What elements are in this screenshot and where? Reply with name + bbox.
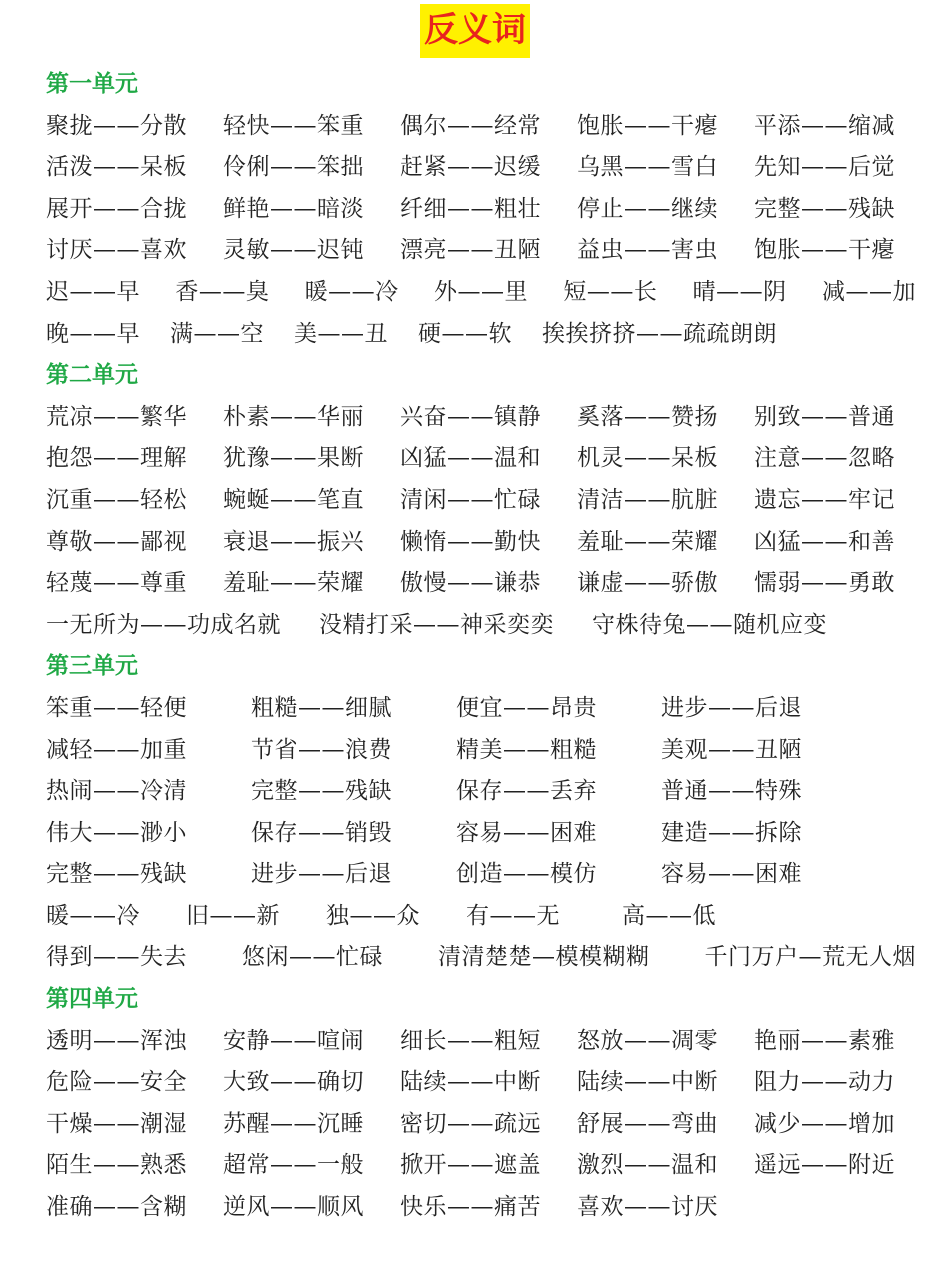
- antonym-pair: 守株待兔——随机应变: [592, 611, 827, 638]
- antonym-pair: 先知——后觉: [754, 154, 895, 181]
- word-row: [46, 1145, 916, 1187]
- antonym-pair: 保存——丢弃: [456, 778, 597, 805]
- antonym-pair: 减少——增加: [754, 1110, 895, 1137]
- antonym-pair: 别致——普通: [754, 403, 895, 430]
- antonym-pair: 饱胀——干瘪: [577, 112, 718, 139]
- antonym-pair: 保存——销毁: [251, 819, 392, 846]
- antonym-pair: 漂亮——丑陋: [400, 237, 541, 264]
- antonym-pair: 容易——困难: [456, 819, 597, 846]
- antonym-pair: 超常——一般: [223, 1152, 364, 1179]
- antonym-pair: 完整——残缺: [754, 195, 895, 222]
- antonym-pair: 进步——后退: [251, 861, 392, 888]
- word-row: [46, 106, 916, 148]
- antonym-pair: 陆续——中断: [400, 1069, 541, 1096]
- antonym-pair: 高——低: [622, 902, 716, 929]
- antonym-pair: 停止——继续: [577, 195, 718, 222]
- antonym-pair: 衰退——振兴: [223, 528, 364, 555]
- antonym-pair: 粗糙——细腻: [251, 694, 392, 721]
- antonym-pair: 晴——阴: [692, 278, 787, 305]
- antonym-pair: 清洁——肮脏: [577, 486, 718, 513]
- antonym-pair: 减轻——加重: [46, 736, 187, 763]
- antonym-pair: 凶猛——和善: [754, 528, 895, 555]
- antonym-pair: 没精打采——神采奕奕: [319, 611, 554, 638]
- antonym-pair: 暖——冷: [46, 902, 140, 929]
- antonym-pair: 密切——疏远: [400, 1110, 541, 1137]
- antonym-pair: 热闹——冷清: [46, 778, 187, 805]
- page-title: 反义词: [420, 4, 530, 58]
- antonym-pair: 美——丑: [294, 320, 388, 347]
- word-row: [46, 230, 916, 272]
- antonym-pair: 活泼——呆板: [46, 154, 187, 181]
- antonym-pair: 大致——确切: [223, 1069, 364, 1096]
- antonym-pair: 快乐——痛苦: [400, 1194, 541, 1221]
- antonym-pair: 暖——冷: [304, 278, 399, 305]
- antonym-pair: 悠闲——忙碌: [242, 944, 383, 971]
- antonym-pair: 旧——新: [186, 902, 280, 929]
- word-row: [46, 813, 916, 855]
- antonym-pair: 准确——含糊: [46, 1194, 187, 1221]
- antonym-pair: 苏醒——沉睡: [223, 1110, 364, 1137]
- unit-title: 第一单元: [46, 71, 138, 97]
- antonym-pair: 懒惰——勤快: [400, 528, 541, 555]
- antonym-pair: 有——无: [466, 902, 560, 929]
- antonym-pair: 细长——粗短: [400, 1027, 541, 1054]
- antonym-pair: 喜欢——讨厌: [577, 1194, 718, 1221]
- word-row: [46, 1021, 916, 1063]
- antonym-pair: 阻力——动力: [754, 1069, 895, 1096]
- word-row: [46, 397, 916, 439]
- antonym-pair: 建造——拆除: [661, 819, 802, 846]
- antonym-pair: 千门万户—荒无人烟: [704, 944, 916, 971]
- content: [46, 64, 916, 1229]
- unit-title: 第四单元: [46, 986, 138, 1013]
- antonym-pair: 挨挨挤挤——疏疏朗朗: [542, 320, 777, 347]
- antonym-pair: 减——加: [821, 278, 916, 305]
- antonym-pair: 羞耻——荣耀: [223, 570, 364, 597]
- antonym-pair: 伟大——渺小: [46, 819, 187, 846]
- antonym-pair: 便宜——昂贵: [456, 694, 597, 721]
- antonym-pair: 机灵——呆板: [577, 445, 718, 472]
- word-row: [46, 147, 916, 189]
- antonym-pair: 遥远——附近: [754, 1152, 895, 1179]
- antonym-pair: 轻快——笨重: [223, 112, 364, 139]
- antonym-pair: 荒凉——繁华: [46, 403, 187, 430]
- antonym-pair: 尊敬——鄙视: [46, 528, 187, 555]
- antonym-pair: 舒展——弯曲: [577, 1110, 718, 1137]
- antonym-pair: 清清楚楚—模模糊糊: [438, 944, 650, 971]
- antonym-pair: 激烈——温和: [577, 1152, 718, 1179]
- word-row: [46, 937, 916, 979]
- antonym-pair: 抱怨——理解: [46, 445, 187, 472]
- antonym-pair: 沉重——轻松: [46, 486, 187, 513]
- word-row: [46, 272, 916, 314]
- word-row: [46, 314, 916, 356]
- antonym-pair: 一无所为——功成名就: [46, 611, 281, 638]
- antonym-pair: 逆风——顺风: [223, 1194, 364, 1221]
- antonym-pair: 短——长: [563, 278, 658, 305]
- antonym-pair: 鲜艳——暗淡: [223, 195, 364, 222]
- antonym-pair: 独——众: [326, 902, 420, 929]
- word-row: [46, 1062, 916, 1104]
- antonym-pair: 完整——残缺: [251, 778, 392, 805]
- antonym-pair: 灵敏——迟钝: [223, 237, 364, 264]
- antonym-pair: 艳丽——素雅: [754, 1027, 895, 1054]
- antonym-pair: 透明——浑浊: [46, 1027, 187, 1054]
- antonym-pair: 羞耻——荣耀: [577, 528, 718, 555]
- antonym-pair: 香——臭: [175, 278, 270, 305]
- antonym-pair: 普通——特殊: [661, 778, 802, 805]
- antonym-pair: 危险——安全: [46, 1069, 187, 1096]
- word-row: [46, 688, 916, 730]
- antonym-pair: 外——里: [433, 278, 528, 305]
- antonym-pair: 进步——后退: [661, 694, 802, 721]
- word-row: [46, 438, 916, 480]
- antonym-pair: 节省——浪费: [251, 736, 392, 763]
- antonym-pair: 干燥——潮湿: [46, 1110, 187, 1137]
- antonym-pair: 平添——缩减: [754, 112, 895, 139]
- word-row: [46, 896, 916, 938]
- antonym-pair: 纤细——粗壮: [400, 195, 541, 222]
- antonym-pair: 精美——粗糙: [456, 736, 597, 763]
- antonym-pair: 饱胀——干瘪: [754, 237, 895, 264]
- antonym-pair: 注意——忽略: [754, 445, 895, 472]
- antonym-pair: 益虫——害虫: [577, 237, 718, 264]
- antonym-pair: 傲慢——谦恭: [400, 570, 541, 597]
- antonym-pair: 硬——软: [418, 320, 512, 347]
- antonym-pair: 美观——丑陋: [661, 736, 802, 763]
- antonym-pair: 创造——模仿: [456, 861, 597, 888]
- antonym-pair: 陆续——中断: [577, 1069, 718, 1096]
- antonym-pair: 掀开——遮盖: [400, 1152, 541, 1179]
- word-row: [46, 1104, 916, 1146]
- word-row: [46, 563, 916, 605]
- antonym-pair: 乌黑——雪白: [577, 154, 718, 181]
- antonym-pair: 懦弱——勇敢: [754, 570, 895, 597]
- unit-title: 第三单元: [46, 653, 138, 680]
- antonym-pair: 伶俐——笨拙: [223, 154, 364, 181]
- word-row: [46, 522, 916, 564]
- antonym-pair: 陌生——熟悉: [46, 1152, 187, 1179]
- antonym-pair: 晚——早: [46, 320, 140, 347]
- antonym-pair: 轻蔑——尊重: [46, 570, 187, 597]
- antonym-pair: 清闲——忙碌: [400, 486, 541, 513]
- antonym-pair: 容易——困难: [661, 861, 802, 888]
- antonym-pair: 蜿蜒——笔直: [223, 486, 364, 513]
- antonym-pair: 笨重——轻便: [46, 694, 187, 721]
- antonym-pair: 怒放——凋零: [577, 1027, 718, 1054]
- antonym-pair: 偶尔——经常: [400, 112, 541, 139]
- antonym-pair: 迟——早: [46, 278, 140, 305]
- antonym-pair: 赶紧——迟缓: [400, 154, 541, 181]
- antonym-pair: 讨厌——喜欢: [46, 237, 187, 264]
- antonym-pair: 满——空: [170, 320, 264, 347]
- antonym-pair: 安静——喧闹: [223, 1027, 364, 1054]
- antonym-pair: 得到——失去: [46, 944, 187, 971]
- word-row: [46, 1187, 916, 1229]
- word-row: [46, 189, 916, 231]
- antonym-pair: 兴奋——镇静: [400, 403, 541, 430]
- antonym-pair: 谦虚——骄傲: [577, 570, 718, 597]
- antonym-pair: 犹豫——果断: [223, 445, 364, 472]
- word-row: [46, 771, 916, 813]
- word-row: [46, 480, 916, 522]
- title-wrap: [0, 4, 950, 58]
- word-row: [46, 730, 916, 772]
- antonym-pair: 奚落——赞扬: [577, 403, 718, 430]
- antonym-pair: 凶猛——温和: [400, 445, 541, 472]
- antonym-pair: 朴素——华丽: [223, 403, 364, 430]
- antonym-pair: 遗忘——牢记: [754, 486, 895, 513]
- word-row: [46, 605, 916, 647]
- antonym-pair: 展开——合拢: [46, 195, 187, 222]
- word-row: [46, 854, 916, 896]
- antonym-pair: 聚拢——分散: [46, 112, 187, 139]
- antonym-pair: 完整——残缺: [46, 861, 187, 888]
- unit-title: 第二单元: [46, 362, 138, 389]
